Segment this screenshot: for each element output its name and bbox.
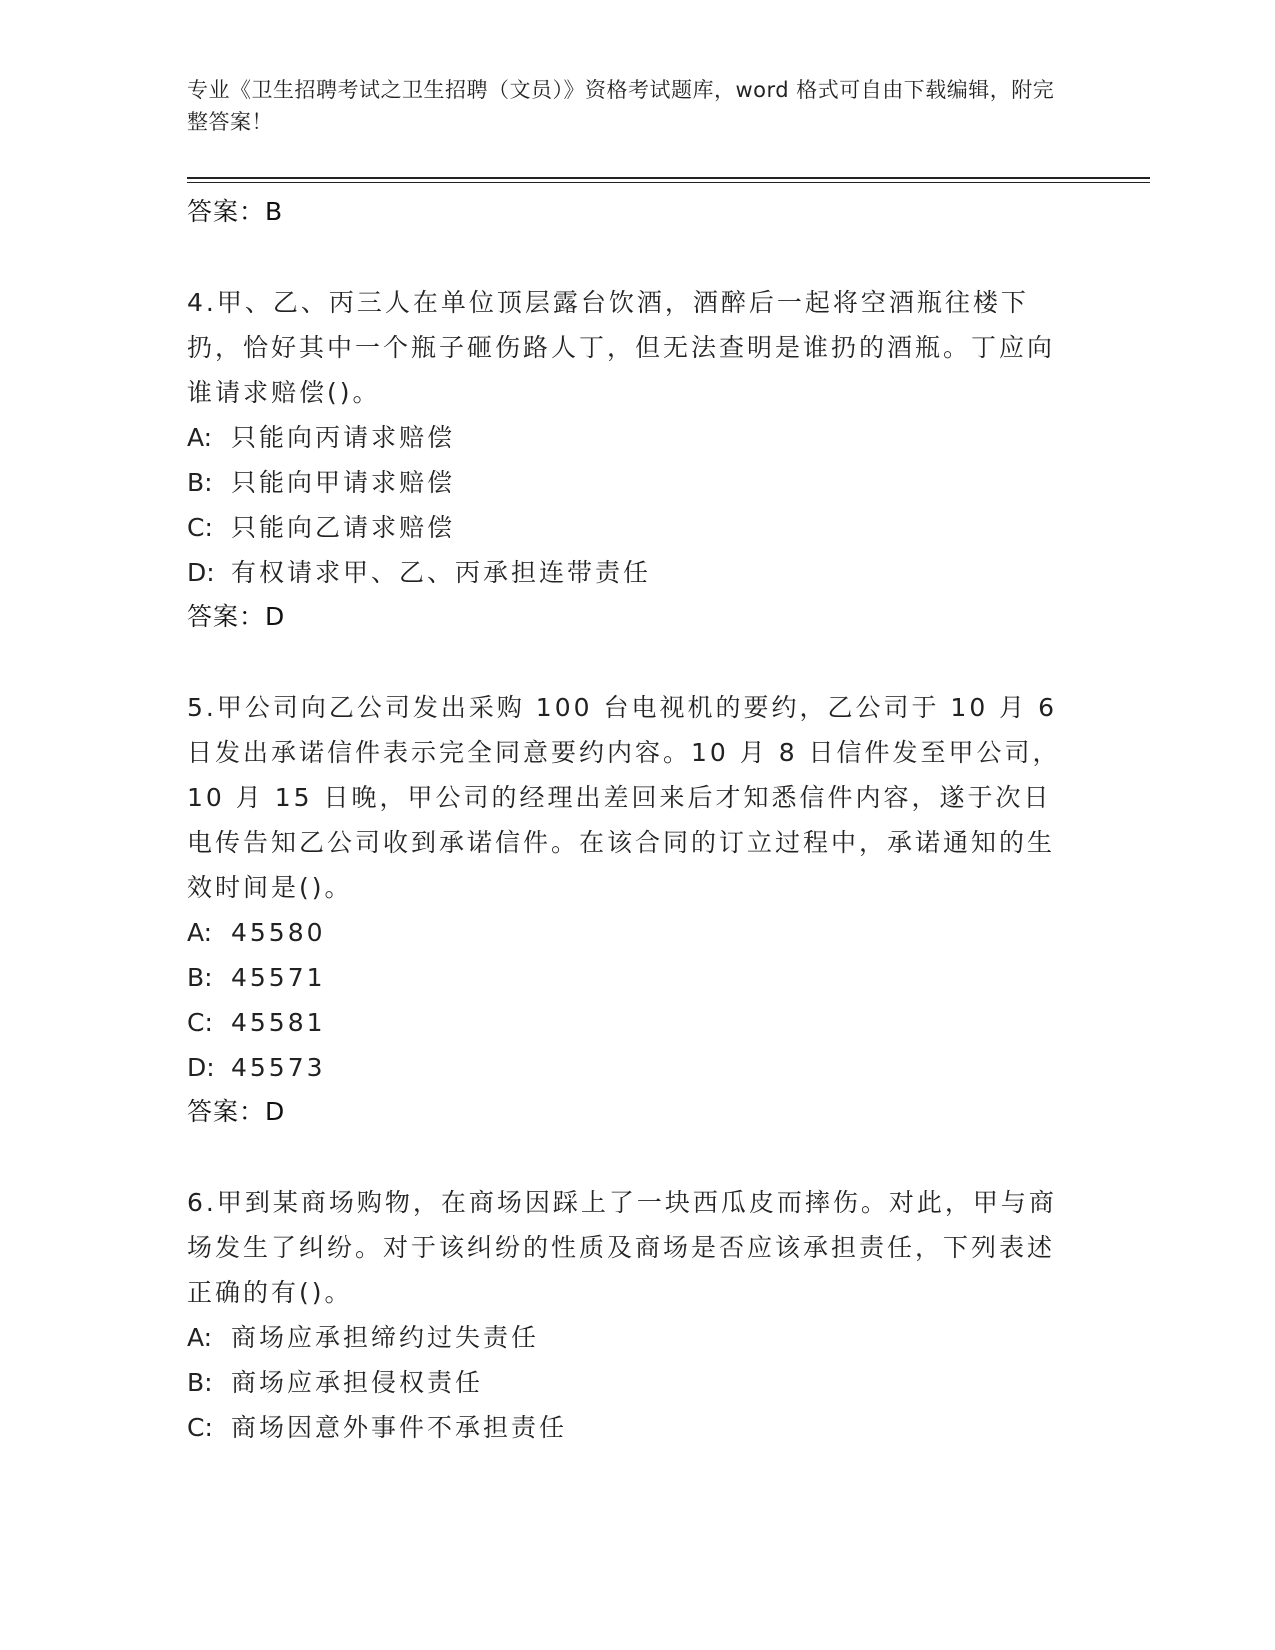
option-text: 45573 [231, 1053, 326, 1082]
question-text: 4.甲、乙、丙三人在单位顶层露台饮酒，酒醉后一起将空酒瓶往楼下扔，恰好其中一个瓶子砸伤路人丁，但无法查明是谁扔的酒瓶。丁应向谁请求赔偿()。 [187, 288, 1056, 407]
answer-line: 答案：B [187, 197, 284, 226]
answer-line: 答案：D [187, 1097, 286, 1126]
question-block [187, 685, 1067, 1134]
option-d [187, 550, 1067, 595]
option-c [187, 505, 1067, 550]
option-text: 只能向乙请求赔偿 [231, 513, 456, 542]
header-divider-thick [187, 177, 1150, 179]
option-b [187, 1360, 1067, 1405]
option-key: D: [187, 558, 215, 587]
question-text: 5.甲公司向乙公司发出采购 100 台电视机的要约，乙公司于 10 月 6 日发出承诺信件表示完全同意要约内容。10 月 8 日信件发至甲公司，10 月 15 日晚，甲公司的经理出差回来后才知悉信件内容，遂于次日电传告知乙公司收到承诺信件。在该合同的订立过程中，承诺通知的生效时间是()。 [187, 693, 1061, 902]
option-c [187, 1000, 1067, 1045]
option-key: A: [187, 423, 213, 452]
option-key: B: [187, 1368, 213, 1397]
document-body [187, 190, 1067, 1450]
option-text: 商场应承担缔约过失责任 [231, 1323, 540, 1352]
answer-line: 答案：D [187, 602, 286, 631]
question-block [187, 280, 1067, 639]
option-text: 45581 [231, 1008, 326, 1037]
option-key: C: [187, 513, 213, 542]
option-c [187, 1405, 1067, 1450]
option-text: 商场因意外事件不承担责任 [231, 1413, 568, 1442]
option-key: A: [187, 1323, 213, 1352]
option-a [187, 910, 1067, 955]
question-block [187, 1180, 1067, 1450]
option-key: C: [187, 1008, 213, 1037]
option-key: C: [187, 1413, 213, 1442]
option-key: B: [187, 468, 213, 497]
option-key: D: [187, 1053, 215, 1082]
option-key: B: [187, 963, 213, 992]
option-b [187, 955, 1067, 1000]
option-a [187, 1315, 1067, 1360]
option-text: 有权请求甲、乙、丙承担连带责任 [231, 558, 652, 587]
document-header: 专业《卫生招聘考试之卫生招聘（文员）》资格考试题库，word 格式可自由下载编辑，附完整答案！ [187, 78, 1055, 134]
option-text: 45580 [231, 918, 326, 947]
option-key: A: [187, 918, 213, 947]
option-b [187, 460, 1067, 505]
option-a [187, 415, 1067, 460]
option-text: 45571 [231, 963, 326, 992]
option-text: 只能向丙请求赔偿 [231, 423, 456, 452]
option-d [187, 1045, 1067, 1090]
option-text: 只能向甲请求赔偿 [231, 468, 456, 497]
header-divider-thin [187, 182, 1150, 183]
option-text: 商场应承担侵权责任 [231, 1368, 484, 1397]
question-text: 6.甲到某商场购物，在商场因踩上了一块西瓜皮而摔伤。对此，甲与商场发生了纠纷。对于该纠纷的性质及商场是否应该承担责任，下列表述正确的有()。 [187, 1188, 1057, 1307]
